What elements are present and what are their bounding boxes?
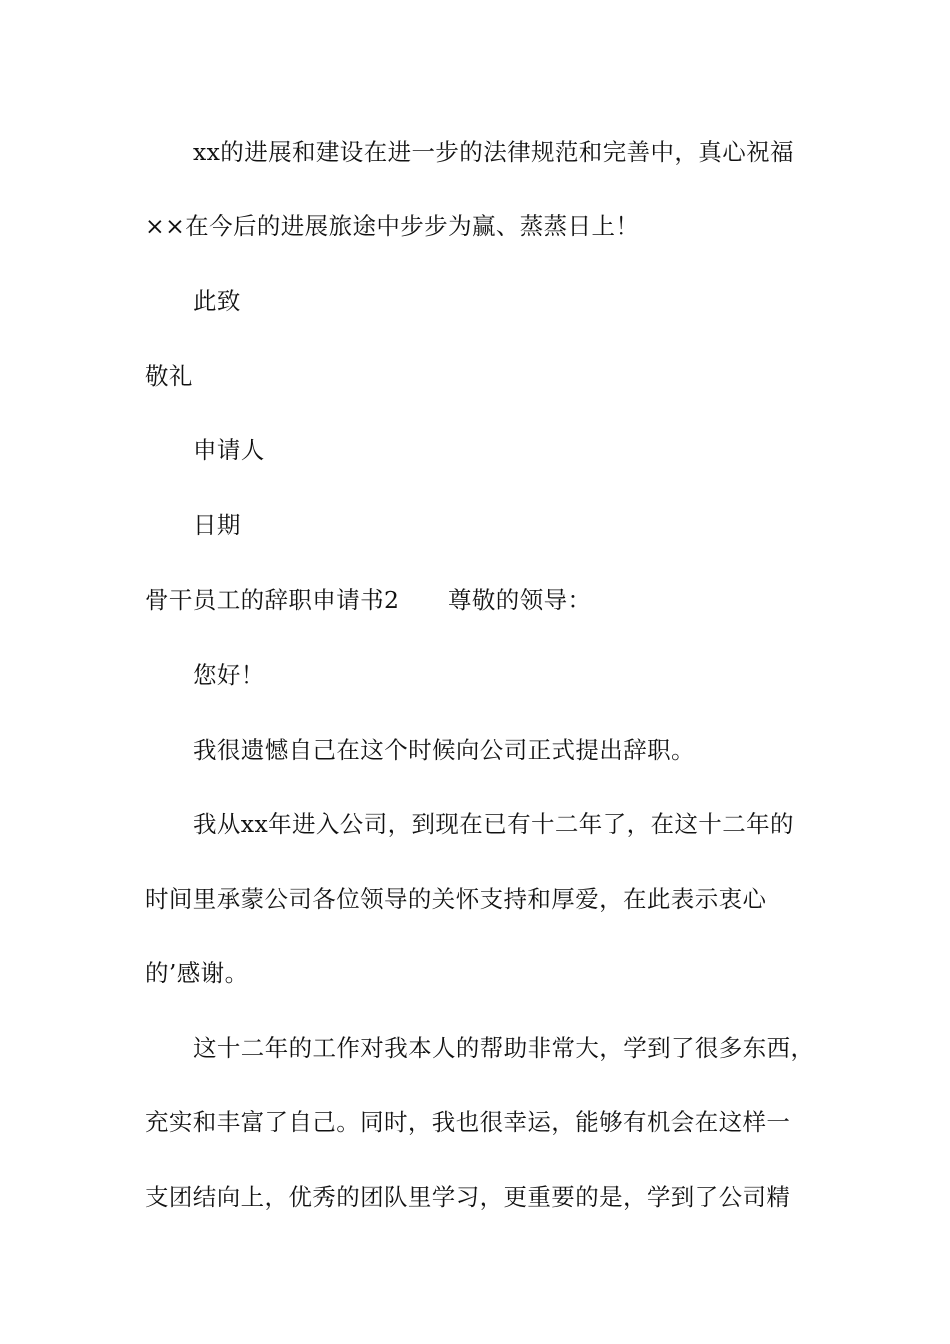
applicant-label: 申请人 (193, 436, 265, 464)
paragraph-line: 时间里承蒙公司各位领导的关怀支持和厚爱，在此表示衷心 (145, 885, 767, 913)
paragraph-line: xx的进展和建设在进一步的法律规范和完善中，真心祝福 (193, 138, 794, 166)
section-title: 骨干员工的辞职申请书2 (145, 586, 400, 614)
date-label: 日期 (193, 511, 241, 539)
closing-phrase: 此致 (193, 287, 241, 315)
paragraph-line: ××在今后的进展旅途中步步为赢、蒸蒸日上！ (145, 212, 640, 240)
paragraph-line: 充实和丰富了自己。同时，我也很幸运，能够有机会在这样一 (145, 1108, 791, 1136)
section-heading-row (145, 584, 845, 616)
paragraph-line: 这十二年的工作对我本人的帮助非常大，学到了很多东西， (193, 1034, 815, 1062)
salutation: 尊敬的领导： (448, 586, 592, 614)
paragraph-line: 的’感谢。 (145, 959, 249, 987)
paragraph-line: 我很遗憾自己在这个时候向公司正式提出辞职。 (193, 736, 695, 764)
paragraph-line: 支团结向上，优秀的团队里学习，更重要的是，学到了公司精 (145, 1183, 791, 1211)
paragraph-line: 我从xx年进入公司，到现在已有十二年了，在这十二年的 (193, 810, 794, 838)
greeting: 您好！ (193, 661, 265, 689)
closing-salute: 敬礼 (145, 362, 193, 390)
